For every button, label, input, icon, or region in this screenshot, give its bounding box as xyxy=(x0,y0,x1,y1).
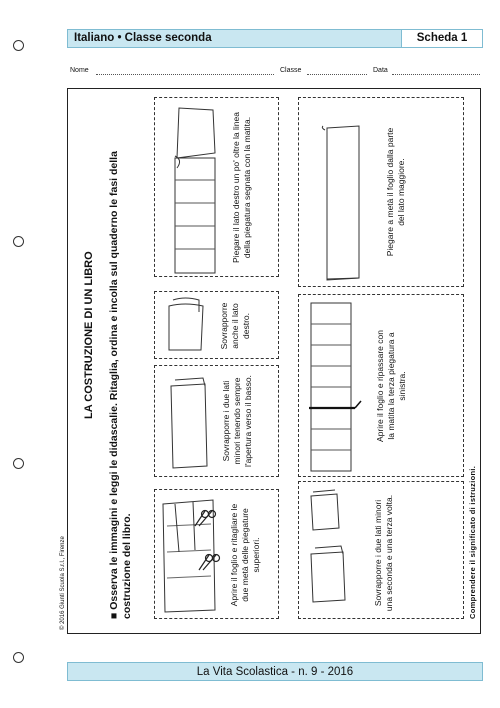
overlap-short-illustration xyxy=(155,366,278,476)
footer-bar: La Vita Scolastica - n. 9 - 2016 xyxy=(67,662,483,681)
instruction-text xyxy=(108,99,134,619)
binder-hole xyxy=(13,458,24,469)
student-fields xyxy=(70,67,481,79)
name-line[interactable] xyxy=(96,74,274,75)
copyright-text: © 2016 Giunti Scuola S.r.l., Firenze xyxy=(60,536,66,630)
step-caption: Piegare il lato destro un po' oltre la linea della piegatura segnata con la matita. xyxy=(231,112,252,263)
skill-footnote: Comprendere il significato di istruzioni. xyxy=(468,465,477,619)
instruction-body: Osserva le immagini e leggi le didascalie. Ritaglia, ordina e incolla sul quaderno le fasi della costruzione del libro. xyxy=(108,151,133,619)
step-box-overlap-again[interactable] xyxy=(298,481,464,619)
step-caption: Sovrapporre i due lati minori una seconda e una terza volta. xyxy=(373,494,394,612)
sheet-label: Scheda 1 xyxy=(401,29,483,48)
step-box-cut[interactable] xyxy=(154,489,279,619)
fold-right-illustration xyxy=(155,98,278,276)
step-box-fold-half[interactable] xyxy=(298,97,464,287)
activity-title: LA COSTRUZIONE DI UN LIBRO xyxy=(83,251,95,419)
date-line[interactable] xyxy=(392,74,480,75)
step-caption: Sovrapporre anche il lato destro. xyxy=(219,302,251,350)
name-label: Nome xyxy=(70,67,89,74)
date-label: Data xyxy=(373,67,388,74)
binder-hole xyxy=(13,40,24,51)
step-caption: Aprire il foglio e ritagliare le due metà delle piegature superiori. xyxy=(229,503,261,607)
worksheet-frame xyxy=(67,88,481,634)
step-caption: Sovrapporre i due lati minori tenendo sempre l'apertura verso il basso. xyxy=(221,375,253,467)
overlap-right-illustration xyxy=(155,292,278,358)
binder-hole xyxy=(13,652,24,663)
step-box-overlap-short[interactable] xyxy=(154,365,279,477)
step-box-fold-right[interactable] xyxy=(154,97,279,277)
class-label: Classe xyxy=(280,67,302,74)
class-line[interactable] xyxy=(307,74,367,75)
binder-hole xyxy=(13,236,24,247)
step-caption: Piegare a metà il foglio dalla parte del lato maggiore. xyxy=(385,127,406,257)
step-box-trace-fold[interactable] xyxy=(298,294,464,477)
header-bar xyxy=(67,29,483,48)
step-box-overlap-right[interactable] xyxy=(154,291,279,359)
fold-half-illustration xyxy=(299,98,463,286)
step-caption: Aprire il foglio e ripassare con la matita la terza piegatura a sinistra. xyxy=(375,330,407,442)
subject-title: Italiano • Classe seconda xyxy=(74,32,212,44)
bullet-icon: ■ xyxy=(108,612,120,619)
